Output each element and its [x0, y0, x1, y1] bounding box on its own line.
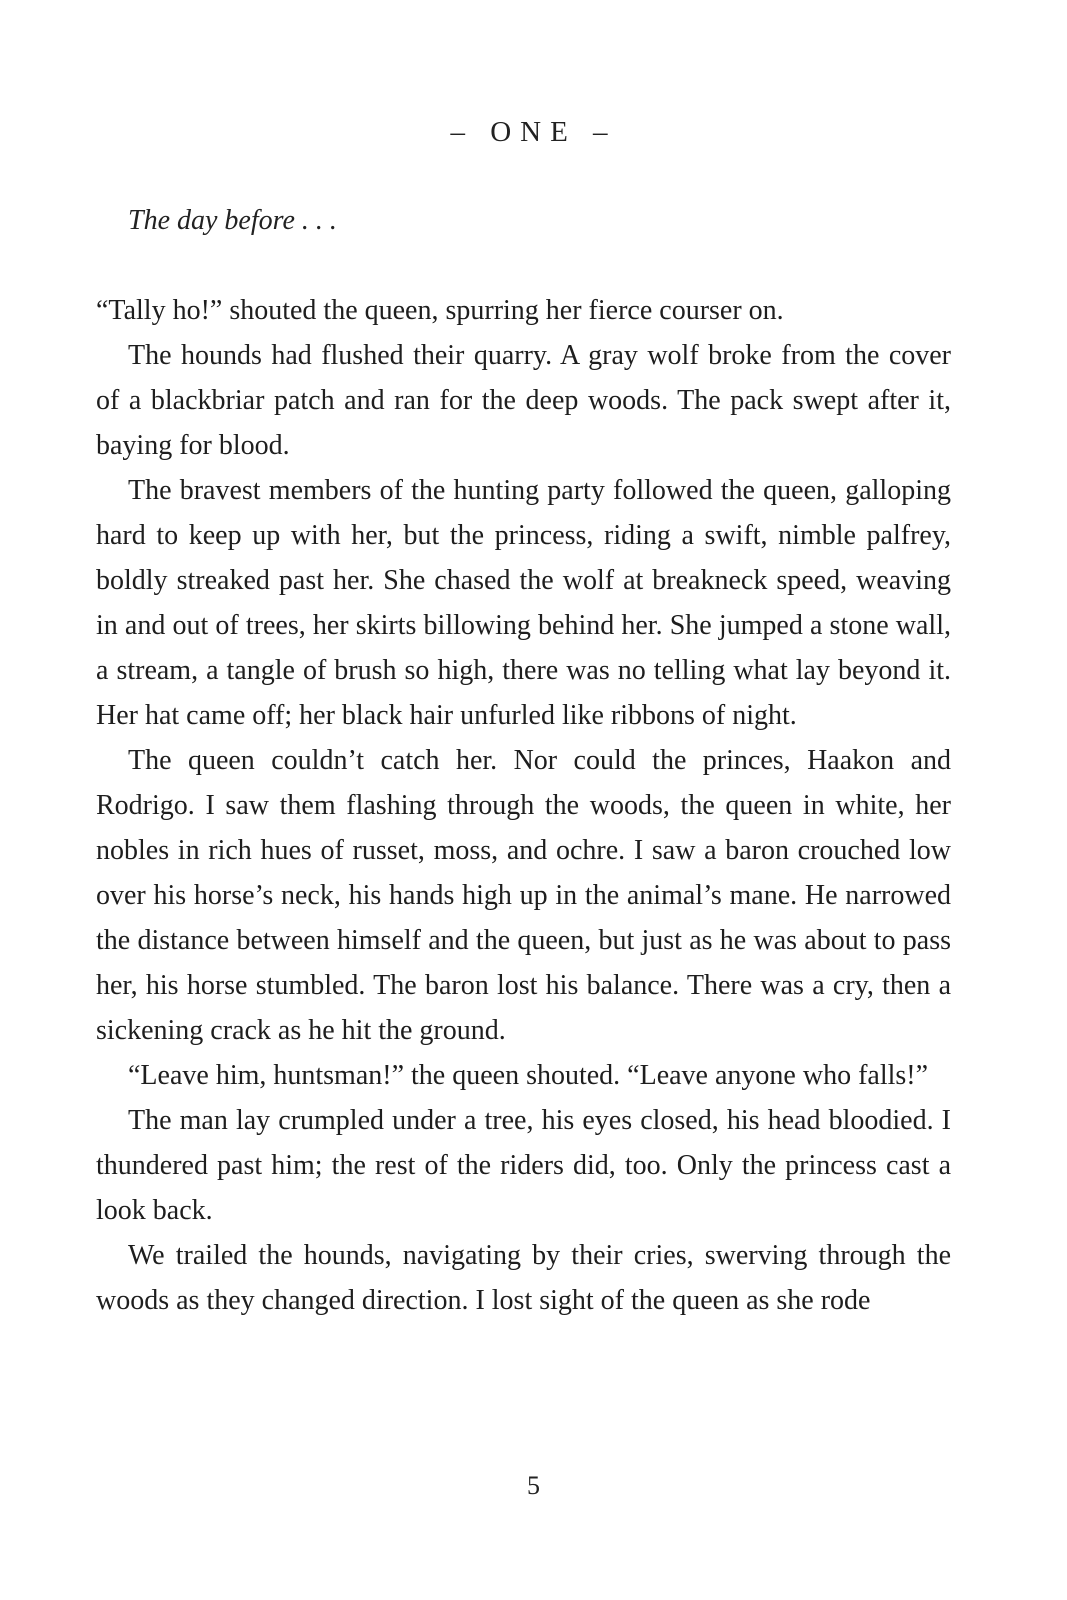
paragraph: The bravest members of the hunting party followed the queen, galloping hard to keep up with her, but the princess, riding a swift, nimble palfrey, boldly streaked past her. She chased the wolf at breakneck speed, weaving in and out of trees, her skirts billowing behind her. She jumped a stone wall, a stream, a tangle of brush so high, there was no telling what lay beyond it. Her hat came off; her black hair unfurled like ribbons of night. [96, 475, 951, 731]
paragraph: The hounds had flushed their quarry. A gray wolf broke from the cover of a blackbriar patch and ran for the deep woods. The pack swept after it, baying for blood. [96, 340, 951, 461]
paragraph: “Tally ho!” shouted the queen, spurring her fierce courser on. [96, 295, 784, 326]
chapter-heading: – ONE – [450, 116, 617, 148]
paragraph: The queen couldn’t catch her. Nor could the princes, Haakon and Rodrigo. I saw them flashing through the woods, the queen in white, her nobles in rich hues of russet, moss, and ochre. I saw a baron crouched low over his horse’s neck, his hands high up in the animal’s mane. He narrowed the distance between himself and the queen, but just as he was about to pass her, his horse stumbled. The baron lost his balance. There was a cry, then a sickening crack as he hit the ground. [96, 745, 951, 1046]
page-number: 5 [527, 1471, 540, 1500]
paragraph: We trailed the hounds, navigating by their cries, swerving through the woods as they changed direction. I lost sight of the queen as she rode [96, 1240, 951, 1316]
paragraph: “Leave him, huntsman!” the queen shouted. “Leave anyone who falls!” [128, 1060, 929, 1091]
body-text [96, 288, 951, 1323]
paragraph: The man lay crumpled under a tree, his eyes closed, his head bloodied. I thundered past him; the rest of the riders did, too. Only the princess cast a look back. [96, 1105, 951, 1226]
epigraph: The day before . . . [128, 205, 337, 236]
